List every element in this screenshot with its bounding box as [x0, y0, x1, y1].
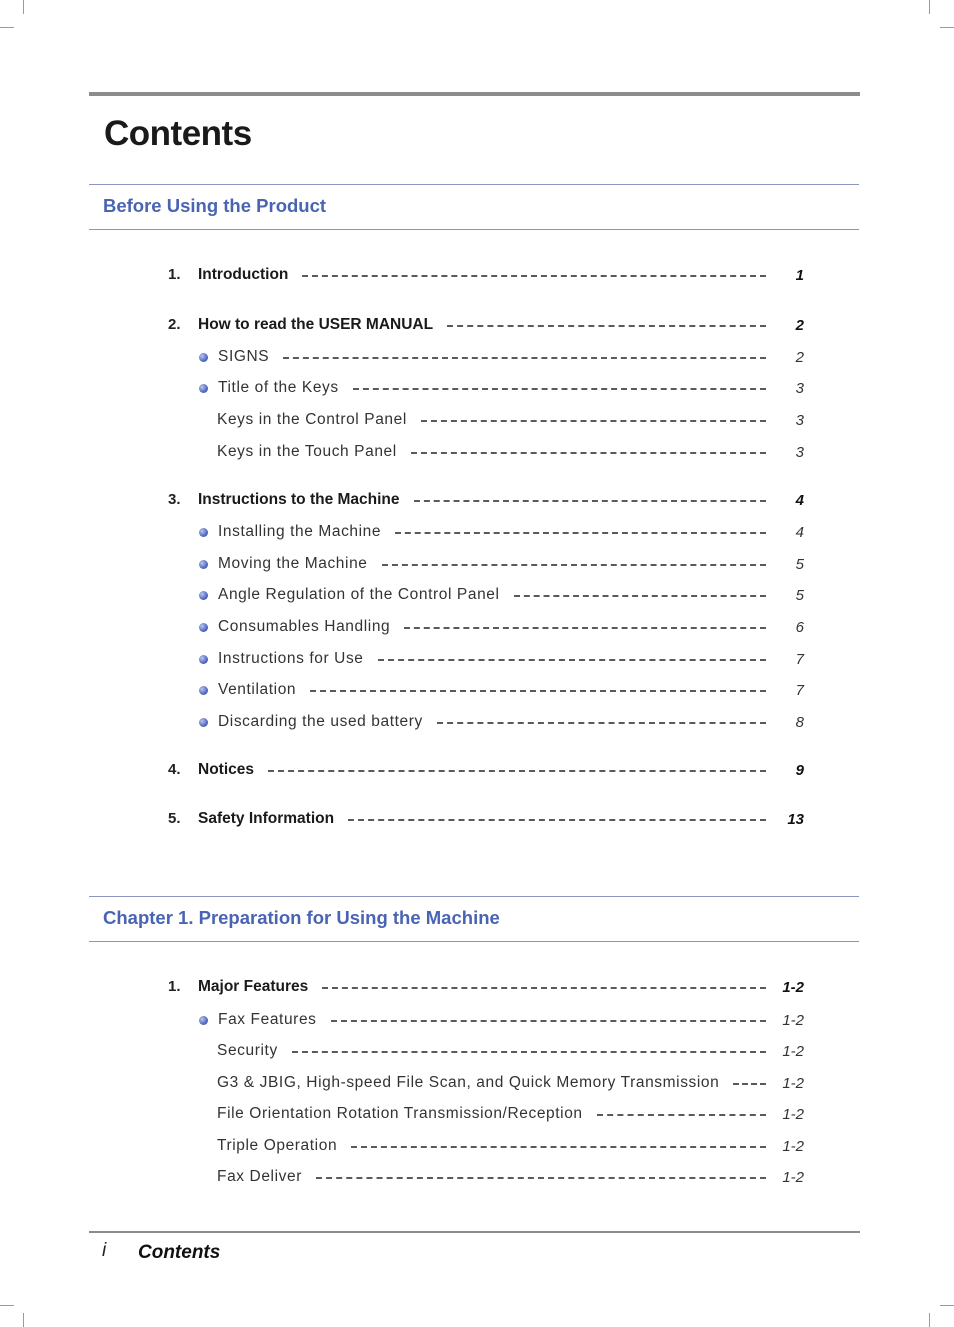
toc-entry-label: Angle Regulation of the Control Panel: [218, 586, 500, 603]
toc-entry-page: 2: [795, 349, 804, 366]
toc-entry-page: 1: [795, 267, 804, 284]
dot-leader: [395, 532, 766, 534]
toc-entry-number: 1.: [168, 978, 181, 995]
toc-entry[interactable]: [199, 521, 381, 543]
toc-entry-label: G3 & JBIG, High-speed File Scan, and Quick Memory Transmission: [217, 1074, 720, 1091]
dot-leader: [437, 722, 766, 724]
toc-entry-page: 8: [795, 714, 804, 731]
toc-entry-page: 4: [795, 492, 804, 509]
toc-entry-label: Keys in the Touch Panel: [217, 443, 397, 460]
crop-mark: [23, 0, 24, 14]
toc-entry[interactable]: [217, 1135, 337, 1157]
toc-entry-label: Triple Operation: [217, 1137, 338, 1154]
toc-entry-label: File Orientation Rotation Transmission/Reception: [217, 1105, 583, 1122]
toc-entry-label: Keys in the Control Panel: [217, 411, 407, 428]
dot-leader: [733, 1083, 766, 1085]
crop-mark: [23, 1313, 24, 1327]
dot-leader: [348, 819, 766, 821]
bullet-icon: [199, 686, 208, 695]
toc-entry-page: 2: [795, 317, 804, 334]
toc-entry-page: 1-2: [782, 1075, 804, 1092]
toc-entry[interactable]: [199, 377, 339, 399]
crop-mark: [940, 27, 954, 28]
toc-entry-label: Consumables Handling: [218, 618, 391, 635]
toc-entry-label: Notices: [198, 761, 254, 778]
dot-leader: [268, 770, 766, 772]
crop-mark: [940, 1305, 954, 1306]
toc-entry-label: Title of the Keys: [218, 379, 339, 396]
toc-entry-number: 3.: [168, 491, 181, 508]
toc-entry-label: Ventilation: [218, 681, 297, 698]
toc-entry-label: Fax Features: [218, 1011, 317, 1028]
crop-mark: [0, 27, 14, 28]
toc-entry-page: 6: [795, 619, 804, 636]
dot-leader: [378, 659, 766, 661]
toc-entry[interactable]: [199, 711, 423, 733]
toc-entry[interactable]: [199, 1009, 317, 1031]
bottom-rule: [89, 1231, 860, 1233]
toc-entry-page: 3: [795, 444, 804, 461]
bullet-icon: [199, 623, 208, 632]
dot-leader: [514, 595, 766, 597]
toc-entry[interactable]: [198, 489, 400, 511]
toc-entry[interactable]: [217, 1103, 583, 1125]
top-rule: [89, 92, 860, 96]
toc-entry[interactable]: [217, 1166, 302, 1188]
toc-entry-page: 1-2: [782, 979, 804, 996]
toc-entry[interactable]: [217, 1040, 278, 1062]
bullet-icon: [199, 353, 208, 362]
toc-entry-page: 3: [795, 412, 804, 429]
dot-leader: [382, 564, 766, 566]
footer-page-number: i: [102, 1240, 107, 1261]
dot-leader: [310, 690, 766, 692]
dot-leader: [353, 388, 766, 390]
toc-entry-page: 7: [795, 682, 804, 699]
dot-leader: [331, 1020, 766, 1022]
section-title: Before Using the Product: [103, 195, 327, 216]
toc-entry[interactable]: [199, 553, 368, 575]
dot-leader: [414, 500, 766, 502]
toc-entry-label: Instructions for Use: [218, 650, 364, 667]
bullet-icon: [199, 591, 208, 600]
toc-entry-page: 3: [795, 380, 804, 397]
dot-leader: [292, 1051, 766, 1053]
toc-entry[interactable]: [198, 976, 308, 998]
dot-leader: [302, 275, 766, 277]
bullet-icon: [199, 384, 208, 393]
toc-entry-page: 1-2: [782, 1169, 804, 1186]
dot-leader: [597, 1114, 766, 1116]
toc-entry-page: 4: [795, 524, 804, 541]
toc-entry-label: Safety Information: [198, 810, 335, 827]
toc-entry[interactable]: [198, 759, 254, 781]
toc-entry-number: 4.: [168, 761, 181, 778]
toc-entry-label: Installing the Machine: [218, 523, 382, 540]
toc-entry-label: How to read the USER MANUAL: [198, 316, 434, 333]
dot-leader: [322, 987, 766, 989]
toc-entry-label: Introduction: [198, 266, 289, 283]
dot-leader: [421, 420, 766, 422]
crop-mark: [929, 0, 930, 14]
toc-entry-page: 7: [795, 651, 804, 668]
toc-entry-page: 1-2: [782, 1012, 804, 1029]
toc-entry[interactable]: [199, 679, 296, 701]
bullet-icon: [199, 528, 208, 537]
toc-entry-page: 1-2: [782, 1043, 804, 1060]
toc-entry[interactable]: [199, 584, 500, 606]
toc-entry[interactable]: [217, 409, 407, 431]
toc-entry-number: 1.: [168, 266, 181, 283]
crop-mark: [0, 1305, 14, 1306]
toc-entry[interactable]: [217, 441, 397, 463]
section-title: Chapter 1. Preparation for Using the Machine: [103, 907, 500, 928]
toc-entry[interactable]: [199, 648, 364, 670]
page-title: Contents: [104, 114, 252, 153]
crop-mark: [929, 1313, 930, 1327]
bullet-icon: [199, 1016, 208, 1025]
dot-leader: [351, 1146, 766, 1148]
footer-label: Contents: [138, 1242, 221, 1263]
toc-entry-page: 1-2: [782, 1106, 804, 1123]
dot-leader: [447, 325, 766, 327]
section-header: [89, 896, 859, 942]
toc-entry-label: SIGNS: [218, 348, 270, 365]
dot-leader: [411, 452, 766, 454]
bullet-icon: [199, 560, 208, 569]
toc-entry[interactable]: [198, 314, 433, 336]
toc-entry-page: 5: [795, 556, 804, 573]
toc-entry[interactable]: [198, 264, 288, 286]
toc-entry-label: Instructions to the Machine: [198, 491, 400, 508]
toc-entry-page: 13: [787, 811, 804, 828]
bullet-icon: [199, 655, 208, 664]
toc-entry-page: 9: [795, 762, 804, 779]
dot-leader: [283, 357, 766, 359]
toc-entry[interactable]: [199, 346, 269, 368]
section-header: [89, 184, 859, 230]
toc-entry[interactable]: [198, 808, 334, 830]
dot-leader: [316, 1177, 766, 1179]
toc-entry-label: Major Features: [198, 978, 309, 995]
toc-entry-page: 1-2: [782, 1138, 804, 1155]
toc-entry[interactable]: [217, 1072, 719, 1094]
toc-entry-label: Security: [217, 1042, 278, 1059]
toc-entry[interactable]: [199, 616, 390, 638]
dot-leader: [404, 627, 766, 629]
toc-entry-label: Fax Deliver: [217, 1168, 302, 1185]
toc-entry-label: Discarding the used battery: [218, 713, 423, 730]
toc-entry-number: 2.: [168, 316, 181, 333]
toc-entry-number: 5.: [168, 810, 181, 827]
bullet-icon: [199, 718, 208, 727]
toc-entry-label: Moving the Machine: [218, 555, 368, 572]
toc-entry-page: 5: [795, 587, 804, 604]
